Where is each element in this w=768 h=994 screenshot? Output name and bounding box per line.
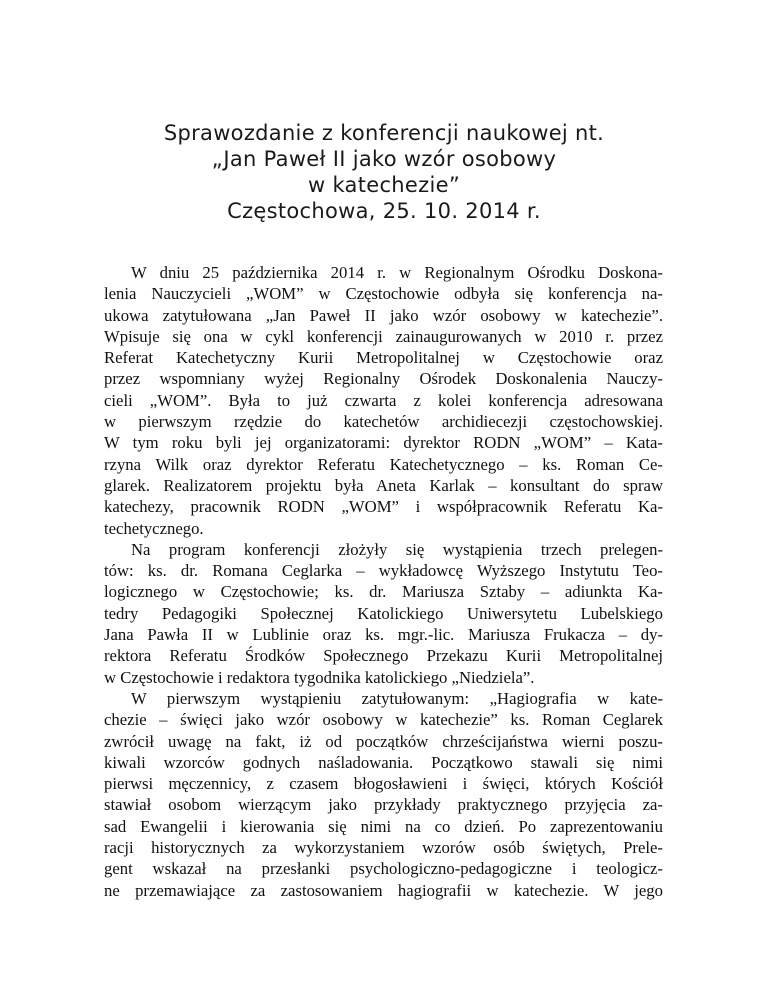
body-line: cieli „WOM”. Była to już czwarta z kolei konferencja adresowana bbox=[104, 390, 663, 410]
body-line: glarek. Realizatorem projektu była Aneta Karlak – konsultant do spraw bbox=[104, 475, 663, 495]
body-line: stawiał osobom wierzącym jako przykłady praktycznego przyjęcia za- bbox=[104, 795, 663, 815]
title-line: „Jan Paweł II jako wzór osobowy bbox=[211, 147, 557, 171]
body-line: rektora Referatu Środków Społecznego Przekazu Kurii Metropolitalnej bbox=[104, 646, 663, 666]
report-title bbox=[0, 120, 768, 224]
body-line: techetycznego. bbox=[104, 518, 204, 538]
body-line: katechezy, pracownik RODN „WOM” i współpracownik Referatu Ka- bbox=[104, 497, 663, 517]
body-line: gent wskazał na przesłanki psychologiczno-pedagogiczne i teologicz- bbox=[104, 859, 663, 879]
title-line: Sprawozdanie z konferencji naukowej nt. bbox=[163, 121, 605, 145]
body-line: logicznego w Częstochowie; ks. dr. Mariusza Sztaby – adiunkta Ka- bbox=[104, 582, 663, 602]
report-body bbox=[104, 262, 663, 901]
body-line: Referat Katechetyczny Kurii Metropolitalnej w Częstochowie oraz bbox=[104, 348, 663, 368]
body-line: ne przemawiające za zastosowaniem hagiografii w katechezie. W jego bbox=[104, 880, 663, 900]
body-line: sad Ewangelii i kierowania się nimi na co dzień. Po zaprezentowaniu bbox=[104, 816, 663, 836]
body-line: w pierwszym rzędzie do katechetów archidiecezji częstochowskiej. bbox=[104, 412, 663, 432]
body-line: rzyna Wilk oraz dyrektor Referatu Katechetycznego – ks. Roman Ce- bbox=[104, 454, 663, 474]
body-line: chezie – święci jako wzór osobowy w katechezie” ks. Roman Ceglarek bbox=[104, 710, 663, 730]
body-line: pierwsi męczennicy, z czasem błogosławieni i święci, których Kościół bbox=[104, 774, 663, 794]
body-line: W tym roku byli jej organizatorami: dyrektor RODN „WOM” – Kata- bbox=[104, 433, 663, 453]
body-line: tedry Pedagogiki Społecznej Katolickiego Uniwersytetu Lubelskiego bbox=[104, 603, 663, 623]
body-line: Jana Pawła II w Lublinie oraz ks. mgr.-lic. Mariusza Frukacza – dy- bbox=[104, 625, 663, 645]
body-line: W dniu 25 października 2014 r. w Regionalnym Ośrodku Doskona- bbox=[131, 263, 663, 282]
body-line: ukowa zatytułowana „Jan Paweł II jako wzór osobowy w katechezie”. bbox=[104, 305, 663, 325]
body-line: przez wspomniany wyżej Regionalny Ośrodek Doskonalenia Nauczy- bbox=[104, 369, 663, 389]
body-line: racji historycznych za wykorzystaniem wzorów osób świętych, Prele- bbox=[104, 838, 663, 858]
body-line: Wpisuje się ona w cykl konferencji zainaugurowanych w 2010 r. przez bbox=[104, 326, 663, 346]
body-line: W pierwszym wystąpieniu zatytułowanym: „Hagiografia w kate- bbox=[131, 688, 663, 708]
body-line: zwrócił uwagę na fakt, iż od początków chrześcijaństwa wierni poszu- bbox=[104, 731, 663, 751]
body-line: kiwali wzorców godnych naśladowania. Początkowo stawali się nimi bbox=[104, 752, 663, 772]
body-line: Na program konferencji złożyły się wystąpienia trzech prelegen- bbox=[131, 539, 663, 559]
body-line: w Częstochowie i redaktora tygodnika katolickiego „Niedziela”. bbox=[104, 667, 535, 687]
title-line: w katechezie” bbox=[308, 173, 460, 197]
body-line: tów: ks. dr. Romana Ceglarka – wykładowcę Wyższego Instytutu Teo- bbox=[104, 561, 663, 581]
body-line: lenia Nauczycieli „WOM” w Częstochowie odbyła się konferencja na- bbox=[104, 284, 663, 304]
title-line: Częstochowa, 25. 10. 2014 r. bbox=[227, 199, 541, 223]
